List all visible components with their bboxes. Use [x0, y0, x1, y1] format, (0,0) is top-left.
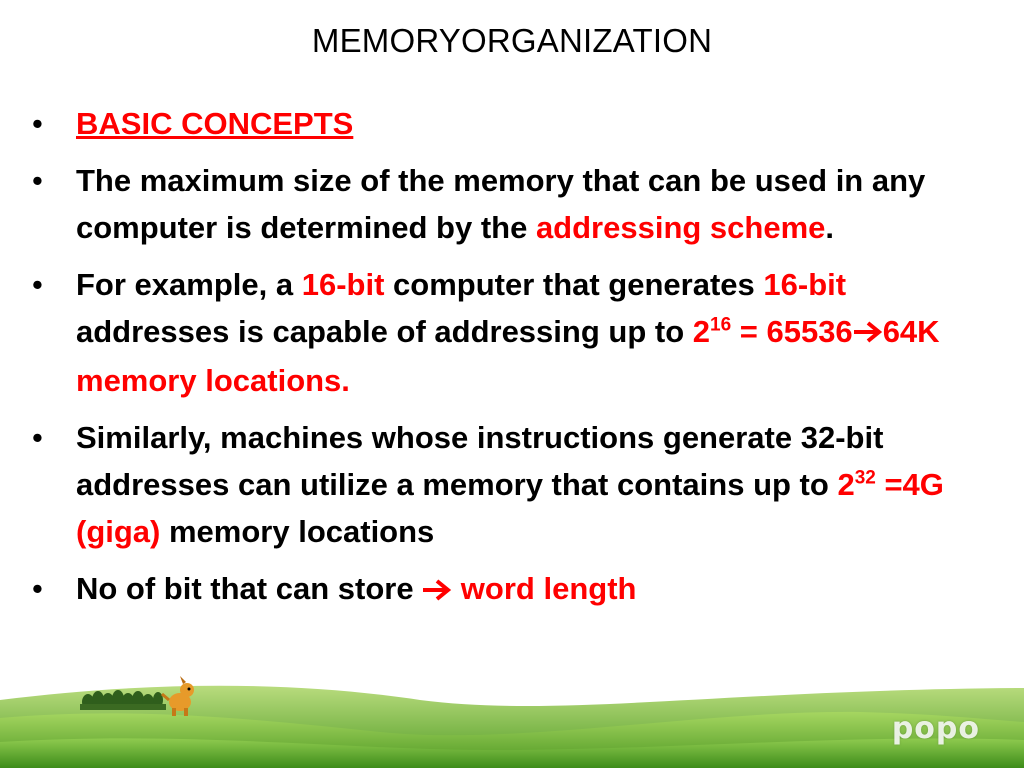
bullet-text: computer that generates: [384, 267, 764, 302]
right-arrow-icon: [853, 310, 883, 357]
bullet-symbol: •: [32, 420, 43, 456]
exponent: 32: [854, 467, 876, 489]
exponent: 16: [710, 314, 732, 336]
highlight-text: 16-bit: [301, 267, 385, 302]
bullet-item: [30, 100, 1000, 147]
grass-hills: [0, 660, 1024, 768]
right-arrow-icon: [422, 568, 452, 615]
section-heading: BASIC CONCEPTS: [76, 106, 354, 141]
bullet-item: [30, 157, 1000, 251]
highlight-text: 2: [837, 467, 855, 503]
bullet-item: [30, 261, 1000, 404]
bullet-symbol: •: [32, 163, 43, 198]
bullet-item: [30, 414, 1000, 555]
bullet-text: The maximum size of the memory that can be used in any computer is determined by the: [76, 163, 926, 245]
highlight-text: addressing scheme: [535, 210, 826, 245]
highlight-text: 2: [692, 314, 710, 349]
footer-logo: popo: [891, 711, 980, 746]
bullet-item: [30, 565, 1000, 614]
grass-landscape: [0, 660, 1024, 768]
bullet-symbol: •: [32, 267, 43, 302]
bullet-text: For example, a: [76, 267, 302, 302]
highlight-text: word length: [452, 571, 637, 607]
bullet-list: [30, 100, 1000, 625]
bullet-symbol: •: [32, 571, 43, 607]
highlight-text: 64K memory locations.: [76, 314, 940, 399]
bullet-text: No of bit that can store: [76, 571, 423, 607]
highlight-text: 16-bit: [763, 267, 847, 302]
bullet-symbol: •: [32, 106, 43, 141]
slide-title: MEMORYORGANIZATION: [311, 22, 713, 59]
bullet-text: addresses is capable of addressing up to: [76, 314, 693, 349]
highlight-text: =4G (giga): [76, 467, 944, 550]
bullet-text: .: [825, 210, 835, 245]
bullet-text: Similarly, machines whose instructions generate 32-bit addresses can utilize a memory that contains up to: [76, 420, 884, 503]
bullet-text: memory locations: [160, 514, 435, 550]
highlight-text: = 65536: [731, 314, 853, 349]
